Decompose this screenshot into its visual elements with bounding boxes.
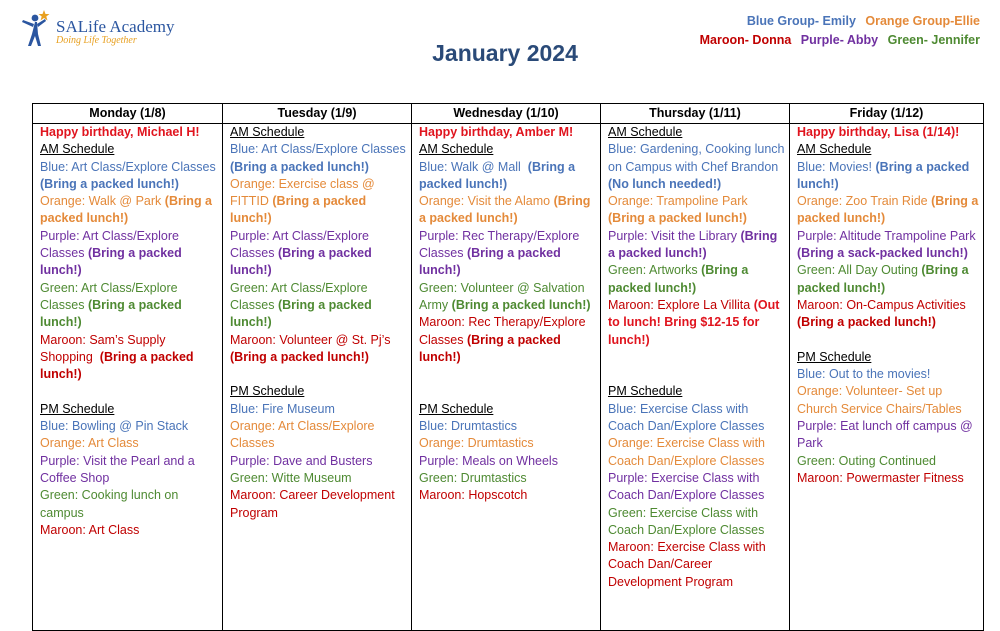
day-header: Thursday (1/11) [601,104,789,124]
entry-green: Green: Volunteer @ Salvation Army (Bring a packed lunch!) [419,280,591,312]
birthday-note: Happy birthday, Michael H! [40,125,200,139]
entry-blue: Blue: Walk @ Mall (Bring a packed lunch!) [419,159,576,191]
pm-entry-blue: Blue: Bowling @ Pin Stack [40,419,189,434]
entry-maroon: Maroon: Volunteer @ St. Pj’s (Bring a packed lunch!) [230,332,391,364]
entry-green: Green: Art Class/Explore Classes (Bring a packed lunch!) [230,280,372,330]
legend-blue: Blue Group- Emily [746,14,856,28]
birthday-note: Happy birthday, Amber M! [419,125,574,139]
pm-entry-purple: Purple: Meals on Wheels [419,453,558,468]
am-schedule-heading: AM Schedule [230,125,305,139]
entry-blue: Blue: Art Class/Explore Classes (Bring a packed lunch!) [40,159,216,191]
pm-entry-maroon: Maroon: Career Development Program [230,488,395,520]
entry-blue: Blue: Art Class/Explore Classes (Bring a packed lunch!) [230,142,406,174]
am-schedule-heading: AM Schedule [40,142,115,157]
pm-entry-green: Green: Cooking lunch on campus [40,488,179,520]
entry-orange: Orange: Walk @ Park (Bring a packed lunch!) [40,194,213,226]
entry-green: Green: Artworks (Bring a packed lunch!) [608,263,749,295]
entry-blue: Blue: Gardening, Cooking lunch on Campus with Chef Brandon (No lunch needed!) [608,142,785,191]
entry-purple: Purple: Altitude Trampoline Park (Bring a sack-packed lunch!) [797,228,976,261]
entry-purple: Purple: Rec Therapy/Explore Classes (Bring a packed lunch!) [419,228,580,278]
pm-schedule-heading: PM Schedule [230,384,305,399]
pm-entry-orange: Orange: Art Class [40,436,139,451]
pm-entry-blue: Blue: Exercise Class with Coach Dan/Explore Classes [608,401,765,434]
legend-green: Green- Jennifer [887,33,980,47]
entry-maroon: Maroon: Sam’s Supply Shopping (Bring a packed lunch!) [40,332,194,382]
entry-green: Green: All Day Outing (Bring a packed lunch!) [797,263,969,295]
pm-entry-maroon: Maroon: Exercise Class with Coach Dan/Career Development Program [608,540,766,589]
pm-entry-maroon: Maroon: Hopscotch [419,488,528,503]
day-column-friday [789,104,983,630]
day-body [601,124,789,591]
am-schedule-heading: AM Schedule [419,142,494,157]
pm-entry-green: Green: Outing Continued [797,453,936,468]
pm-entry-purple: Purple: Visit the Pearl and a Coffee Shop [40,453,195,485]
legend-purple: Purple- Abby [800,33,879,47]
pm-entry-green: Green: Exercise Class with Coach Dan/Explore Classes [608,505,765,537]
pm-entry-purple: Purple: Dave and Busters [230,453,373,468]
day-header: Wednesday (1/10) [412,104,600,124]
day-column-wednesday [411,104,600,630]
am-schedule-heading: AM Schedule [797,142,872,157]
pm-entry-green: Green: Witte Museum [230,470,352,485]
day-body [223,124,411,522]
pm-entry-green: Green: Drumtastics [419,470,527,485]
pm-entry-orange: Orange: Volunteer- Set up Church Service Chairs/Tables [797,384,962,416]
pm-entry-orange: Orange: Exercise Class with Coach Dan/Explore Classes [608,436,766,468]
day-header: Tuesday (1/9) [223,104,411,124]
day-body [412,124,600,505]
day-body [790,124,983,487]
legend-orange: Orange Group-Ellie [865,14,980,28]
pm-schedule-heading: PM Schedule [608,384,683,399]
entry-orange: Orange: Exercise class @ FITTID (Bring a packed lunch!) [230,176,375,226]
pm-entry-blue: Blue: Fire Museum [230,401,335,416]
pm-schedule-heading: PM Schedule [797,349,872,364]
day-column-monday [33,104,222,630]
logo-name: SALife Academy [56,17,175,36]
am-schedule-heading: AM Schedule [608,125,683,139]
calendar-table [32,103,984,631]
day-column-tuesday [222,104,411,630]
day-header: Friday (1/12) [790,104,983,124]
logo-tagline: Doing Life Together [56,35,137,46]
pm-entry-maroon: Maroon: Powermaster Fitness [797,470,964,485]
pm-entry-blue: Blue: Drumtastics [419,419,517,434]
entry-orange: Orange: Zoo Train Ride (Bring a packed lunch!) [797,194,979,226]
entry-maroon: Maroon: Rec Therapy/Explore Classes (Bring a packed lunch!) [419,315,586,364]
day-header: Monday (1/8) [33,104,222,124]
legend-maroon: Maroon- Donna [699,33,792,47]
pm-schedule-heading: PM Schedule [419,401,494,416]
entry-purple: Purple: Visit the Library (Bring a packed lunch!) [608,228,778,261]
entry-purple: Purple: Art Class/Explore Classes (Bring a packed lunch!) [230,228,372,278]
entry-orange: Orange: Visit the Alamo (Bring a packed lunch!) [419,194,591,226]
pm-entry-purple: Purple: Eat lunch off campus @ Park [797,419,973,451]
entry-maroon: Maroon: Explore La Villita (Out to lunch! Bring $12-15 for lunch!) [608,297,780,347]
entry-green: Green: Art Class/Explore Classes (Bring a packed lunch!) [40,280,182,330]
day-body [33,124,222,539]
pm-entry-orange: Orange: Drumtastics [419,436,534,451]
birthday-note: Happy birthday, Lisa (1/14)! [797,125,960,139]
entry-blue: Blue: Movies! (Bring a packed lunch!) [797,159,970,191]
pm-entry-maroon: Maroon: Art Class [40,522,140,537]
pm-entry-blue: Blue: Out to the movies! [797,367,931,382]
page-title: January 2024 [432,40,578,66]
pm-entry-orange: Orange: Art Class/Explore Classes [230,419,375,451]
entry-purple: Purple: Art Class/Explore Classes (Bring a packed lunch!) [40,228,182,278]
entry-orange: Orange: Trampoline Park (Bring a packed lunch!) [608,194,748,226]
pm-entry-purple: Purple: Exercise Class with Coach Dan/Explore Classes [608,470,765,503]
day-column-thursday [600,104,789,630]
entry-maroon: Maroon: On-Campus Activities (Bring a packed lunch!) [797,297,966,330]
pm-schedule-heading: PM Schedule [40,401,115,416]
